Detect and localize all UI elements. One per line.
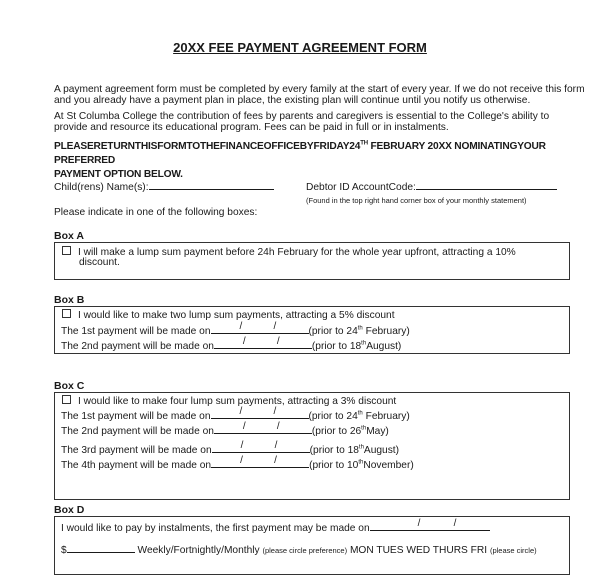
payment-row-prefix: (prior to 24 bbox=[308, 411, 358, 422]
payment-row-sup: th bbox=[358, 459, 364, 466]
frequency-note: (please circle preference) bbox=[262, 546, 348, 555]
payment-row-suffix: November) bbox=[363, 460, 414, 471]
box-c-header bbox=[62, 395, 396, 407]
debtor-id-label: Debtor ID AccountCode: bbox=[306, 182, 416, 193]
debtor-id-field bbox=[306, 180, 557, 193]
box-a-line1-text: I will make a lump sum payment before 24h February for the whole year upfront, attracting a 10% bbox=[78, 247, 516, 258]
box-a-line1 bbox=[62, 246, 516, 258]
payment-row-prefix: (prior to 24 bbox=[308, 326, 358, 337]
payment-row-suffix: May) bbox=[366, 426, 389, 437]
box-a-checkbox[interactable] bbox=[62, 246, 71, 255]
intro-paragraph-2 bbox=[54, 111, 594, 133]
payment-row-sup: th bbox=[357, 410, 363, 417]
currency-symbol: $ bbox=[61, 545, 67, 556]
box-b-row-2 bbox=[61, 336, 402, 352]
indicate-instruction: Please indicate in one of the following boxes: bbox=[54, 207, 258, 218]
box-b-label: Box B bbox=[54, 294, 85, 306]
instruction-sup: TH bbox=[360, 140, 368, 147]
date-input[interactable]: / / bbox=[211, 458, 309, 468]
box-b-row-1 bbox=[61, 321, 410, 337]
payment-row-suffix: August) bbox=[363, 445, 400, 456]
day-options[interactable]: MON TUES WED THURS FRI bbox=[349, 545, 488, 556]
box-c bbox=[54, 392, 570, 500]
intro-para2-line1: At St Columba College the contribution of fees by parents and caregivers is essential to the College's ability to bbox=[54, 111, 550, 122]
payment-row-lead: The 4th payment will be made on bbox=[61, 460, 212, 471]
box-c-checkbox[interactable] bbox=[62, 395, 71, 404]
box-d bbox=[54, 516, 570, 575]
box-d-line1 bbox=[61, 518, 490, 534]
box-b-header-text: I would like to make two lump sum payments, attracting a 5% discount bbox=[78, 310, 395, 321]
box-c-label: Box C bbox=[54, 380, 85, 392]
date-input[interactable]: / / bbox=[211, 409, 309, 419]
debtor-id-note: (Found in the top right hand corner box of your monthly statement) bbox=[306, 196, 527, 205]
box-b-checkbox[interactable] bbox=[62, 309, 71, 318]
date-input[interactable]: / / bbox=[214, 339, 312, 349]
children-name-input[interactable] bbox=[149, 180, 274, 190]
intro-paragraph-1 bbox=[54, 84, 594, 106]
payment-row-prefix: (prior to 18 bbox=[311, 341, 362, 352]
day-note: (please circle) bbox=[489, 546, 537, 555]
instruction-text-b: FEBRUARY 20XX NOMINATINGYOUR PREFERRED bbox=[54, 141, 546, 166]
box-d-line1-text: I would like to pay by instalments, the first payment may be made on bbox=[61, 523, 370, 534]
payment-row-lead: The 2nd payment will be made on bbox=[61, 341, 214, 352]
intro-para2-line2: provide and resource its educational program. Fees can be paid in full or in instalments. bbox=[54, 122, 449, 133]
box-c-row-1 bbox=[61, 406, 410, 422]
children-name-field bbox=[54, 180, 274, 193]
payment-row-lead: The 1st payment will be made on bbox=[61, 411, 211, 422]
payment-row-lead: The 2nd payment will be made on bbox=[61, 426, 214, 437]
debtor-id-input[interactable] bbox=[416, 180, 557, 190]
payment-row-suffix: February) bbox=[362, 326, 410, 337]
instalment-amount-input[interactable] bbox=[67, 543, 135, 553]
box-c-row-4 bbox=[61, 455, 414, 471]
box-d-line2 bbox=[61, 543, 537, 556]
box-b bbox=[54, 306, 570, 354]
box-d-label: Box D bbox=[54, 504, 85, 516]
first-payment-date-input[interactable]: / / bbox=[370, 521, 490, 531]
payment-row-suffix: August) bbox=[366, 341, 402, 352]
payment-row-lead: The 1st payment will be made on bbox=[61, 326, 211, 337]
box-b-header bbox=[62, 309, 395, 321]
payment-row-sup: th bbox=[357, 325, 363, 332]
payment-row-prefix: (prior to 26 bbox=[311, 426, 362, 437]
box-a-line2: discount. bbox=[79, 257, 120, 268]
instruction-text-a: PLEASERETURNTHISFORMTOTHEFINANCEOFFICEBYFRIDAY24 bbox=[54, 141, 361, 152]
children-name-label: Child(rens) Name(s): bbox=[54, 182, 149, 193]
form-title: 20XX FEE PAYMENT AGREEMENT FORM bbox=[173, 40, 427, 55]
intro-para1-line1: A payment agreement form must be completed by every family at the start of every year. If we do not receive this form bbox=[54, 84, 585, 95]
intro-para1-line2: and you already have a payment plan in place, the existing plan will continue until you notify us otherwise. bbox=[54, 95, 531, 106]
payment-row-sup: th bbox=[361, 425, 367, 432]
date-input[interactable]: / / bbox=[211, 324, 309, 334]
payment-row-prefix: (prior to 18 bbox=[309, 445, 359, 456]
box-a-label: Box A bbox=[54, 230, 84, 242]
box-c-row-3 bbox=[61, 440, 400, 456]
payment-row-sup: th bbox=[358, 444, 364, 451]
payment-row-lead: The 3rd payment will be made on bbox=[61, 445, 212, 456]
date-input[interactable]: / / bbox=[212, 443, 310, 453]
payment-row-sup: th bbox=[361, 340, 367, 347]
payment-row-prefix: (prior to 10 bbox=[309, 460, 359, 471]
return-instruction bbox=[54, 140, 594, 182]
instruction-line2: PAYMENT OPTION BELOW. bbox=[54, 169, 183, 180]
payment-row-suffix: February) bbox=[362, 411, 410, 422]
frequency-options[interactable]: Weekly/Fortnightly/Monthly bbox=[137, 545, 260, 556]
date-input[interactable]: / / bbox=[214, 424, 312, 434]
box-c-row-2 bbox=[61, 421, 389, 437]
box-c-header-text: I would like to make four lump sum payments, attracting a 3% discount bbox=[78, 396, 397, 407]
box-a bbox=[54, 242, 570, 280]
